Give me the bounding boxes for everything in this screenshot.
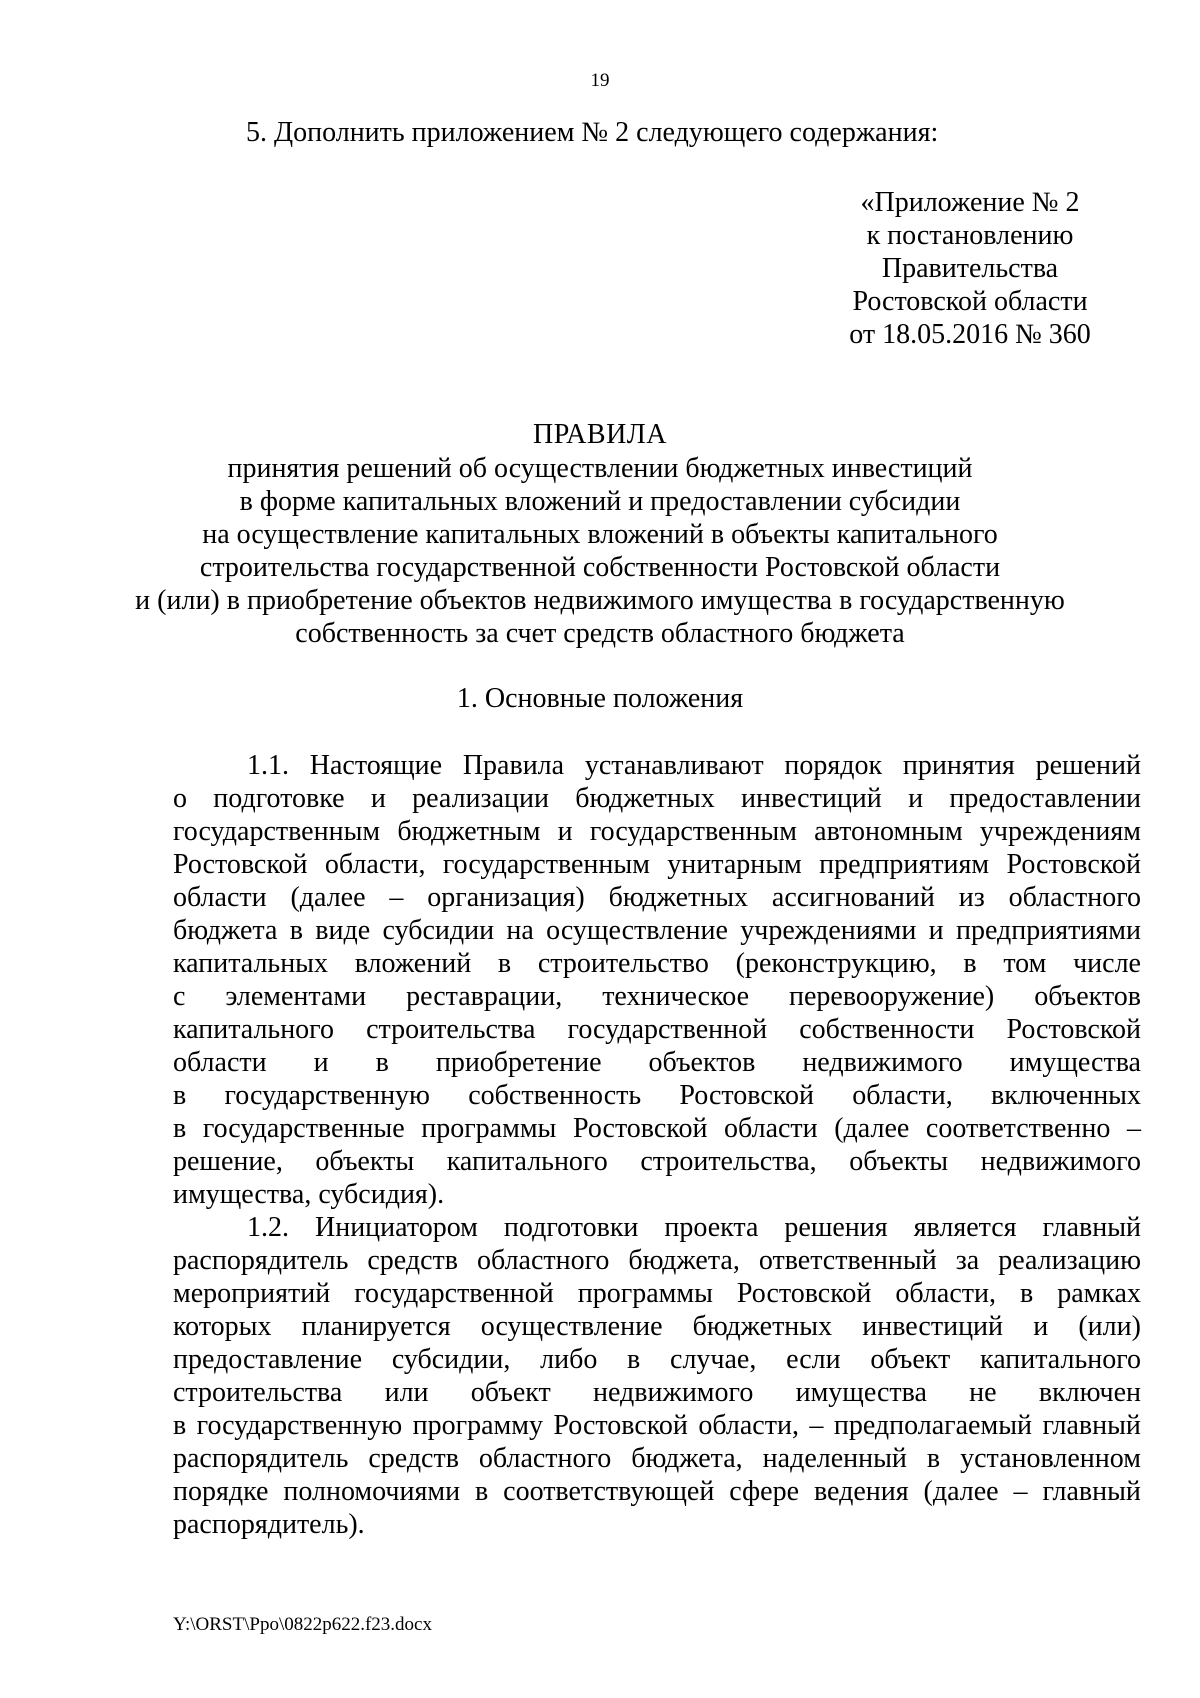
paragraph-line: Ростовской области, государственным унитарным предприятиям Ростовской — [173, 849, 1141, 880]
rules-subtitle — [0, 452, 1200, 650]
footer-file-path: Y:\ORST\Ppo\0822p622.f23.docx — [173, 1614, 432, 1635]
paragraph-line: мероприятий государственной программы Ростовской области, в рамках — [173, 1278, 1141, 1309]
paragraph-line: распорядитель). — [173, 1509, 365, 1540]
paragraph-line: решение, объекты капитального строительства, объекты недвижимого — [173, 1146, 1141, 1177]
paragraph-line: области (далее – организация) бюджетных ассигнований из областного — [173, 882, 1141, 913]
paragraph-line: 1.2. Инициатором подготовки проекта решения является главный — [247, 1212, 1141, 1243]
page-number: 19 — [590, 70, 610, 91]
appendix-line: от 18.05.2016 № 360 — [849, 319, 1091, 350]
subtitle-line: и (или) в приобретение объектов недвижимого имущества в государственную — [135, 585, 1065, 616]
subtitle-line: собственность за счет средств областного бюджета — [295, 618, 905, 649]
subtitle-line: на осуществление капитальных вложений в объекты капитального — [202, 519, 998, 550]
paragraph-1-1 — [173, 749, 1141, 1211]
appendix-line: Правительства — [881, 253, 1059, 284]
section-heading: 1. Основные положения — [456, 683, 744, 714]
appendix-line: к постановлению — [866, 220, 1074, 251]
paragraph-line: о подготовке и реализации бюджетных инвестиций и предоставлении — [173, 783, 1141, 814]
paragraph-line: имущества, субсидия). — [173, 1179, 445, 1210]
paragraph-line: распорядитель средств областного бюджета, наделенный в установленном — [173, 1443, 1141, 1474]
appendix-line: Ростовской области — [852, 286, 1088, 317]
paragraph-line: предоставление субсидии, либо в случае, если объект капитального — [173, 1344, 1141, 1375]
paragraph-line: распорядитель средств областного бюджета, ответственный за реализацию — [173, 1245, 1141, 1276]
appendix-header — [820, 186, 1120, 351]
paragraph-line: строительства или объект недвижимого имущества не включен — [173, 1377, 1141, 1408]
paragraph-line: капитальных вложений в строительство (реконструкцию, в том числе — [173, 948, 1141, 979]
intro-paragraph: 5. Дополнить приложением № 2 следующего содержания: — [246, 117, 939, 148]
paragraph-line: с элементами реставрации, техническое перевооружение) объектов — [173, 981, 1141, 1012]
paragraph-line: в государственную программу Ростовской области, – предполагаемый главный — [173, 1410, 1141, 1441]
subtitle-line: принятия решений об осуществлении бюджетных инвестиций — [227, 453, 973, 484]
rules-title: ПРАВИЛА — [532, 419, 668, 450]
paragraph-line: области и в приобретение объектов недвижимого имущества — [173, 1047, 1141, 1078]
paragraph-line: которых планируется осуществление бюджетных инвестиций и (или) — [173, 1311, 1141, 1342]
subtitle-line: в форме капитальных вложений и предоставлении субсидии — [239, 486, 961, 517]
subtitle-line: строительства государственной собственности Ростовской области — [199, 552, 1001, 583]
paragraph-line: порядке полномочиями в соответствующей сфере ведения (далее – главный — [173, 1476, 1141, 1507]
paragraph-1-2 — [173, 1211, 1141, 1541]
paragraph-line: в государственные программы Ростовской области (далее соответственно – — [173, 1113, 1141, 1144]
paragraph-line: бюджета в виде субсидии на осуществление учреждениями и предприятиями — [173, 915, 1141, 946]
appendix-line: «Приложение № 2 — [860, 187, 1080, 218]
paragraph-line: 1.1. Настоящие Правила устанавливают порядок принятия решений — [247, 750, 1141, 781]
paragraph-line: капитального строительства государственной собственности Ростовской — [173, 1014, 1141, 1045]
paragraph-line: в государственную собственность Ростовской области, включенных — [173, 1080, 1141, 1111]
paragraph-line: государственным бюджетным и государственным автономным учреждениям — [173, 816, 1141, 847]
